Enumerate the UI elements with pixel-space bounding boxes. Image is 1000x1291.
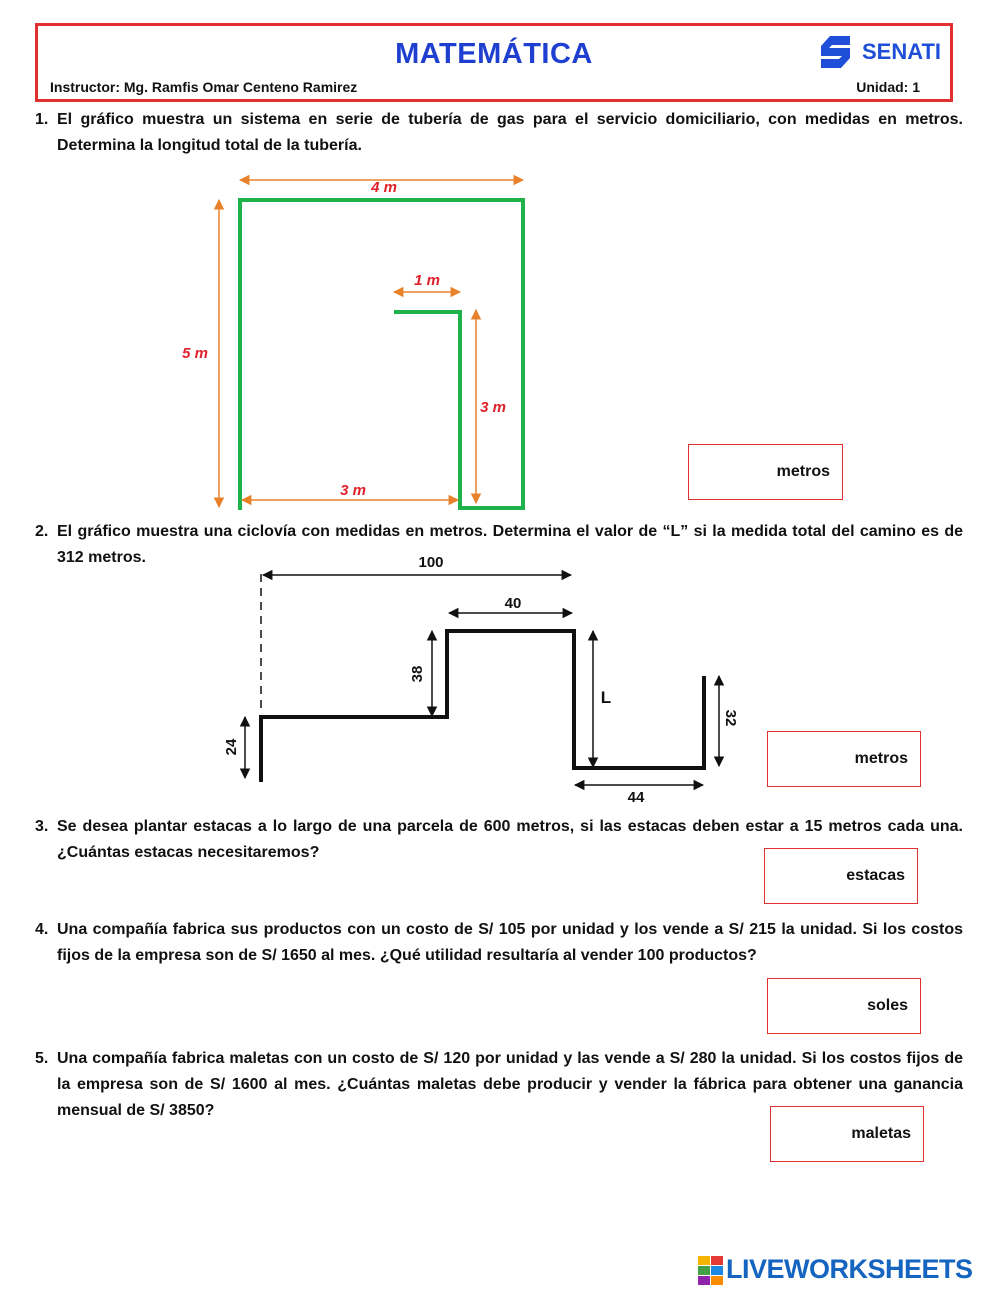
question-text: Una compañía fabrica sus productos con un costo de S/ 105 por unidad y los vende a S/ 215 la unidad. Si los costos fijos de la empresa son de S/ 1650 al mes. ¿Qué utilidad resultaría al vender 100 productos? — [57, 921, 963, 964]
gas-pipe-diagram — [0, 0, 1000, 520]
instructor-label: Instructor: Mg. Ramfis Omar Centeno Ramirez — [50, 79, 358, 95]
question-number: 1. — [35, 111, 49, 128]
answer-box-5[interactable] — [770, 1106, 924, 1162]
label-44: 44 — [627, 789, 645, 806]
answer-unit: maletas — [851, 1125, 911, 1142]
answer-box-1[interactable] — [688, 444, 843, 500]
page-title: MATEMÁTICA — [395, 38, 593, 70]
liveworksheets-text: LIVEWORKSHEETS — [726, 1254, 973, 1284]
senati-logo-text: SENATI — [862, 39, 942, 64]
question-number: 3. — [35, 818, 49, 835]
question-text: Una compañía fabrica maletas con un costo de S/ 120 por unidad y las vende a S/ 280 la unidad. Si los costos fijos de la empresa son de S/ 1600 al mes. ¿Cuántas maletas debe producir y vender la fábrica para obtener una ganancia mensual de S/ 3850? — [57, 1050, 963, 1119]
liveworksheets-icon — [698, 1256, 724, 1286]
question-text: Se desea plantar estacas a lo largo de una parcela de 600 metros, si las estacas deben estar a 15 metros cada una. ¿Cuántas estacas necesitaremos? — [57, 818, 963, 861]
question-text: El gráfico muestra un sistema en serie de tubería de gas para el servicio domiciliario, con medidas en metros. Determina la longitud total de la tubería. — [57, 111, 963, 154]
label-38: 38 — [409, 665, 426, 683]
question-number: 2. — [35, 523, 49, 540]
bike-path — [261, 631, 704, 782]
answer-unit: metros — [776, 463, 830, 480]
question-4 — [35, 917, 963, 969]
label-l: L — [600, 688, 612, 707]
answer-unit: estacas — [846, 867, 905, 884]
answer-box-2[interactable] — [767, 731, 921, 787]
label-40: 40 — [504, 595, 522, 612]
label-24: 24 — [223, 738, 240, 756]
answer-box-4[interactable] — [767, 978, 921, 1034]
liveworksheets-logo — [698, 1254, 993, 1288]
answer-box-3[interactable] — [764, 848, 918, 904]
label-5m: 5 m — [182, 345, 208, 362]
label-4m: 4 m — [371, 179, 397, 196]
label-32: 32 — [722, 709, 739, 727]
unit-label: Unidad: 1 — [856, 79, 920, 95]
gas-pipe — [240, 200, 523, 510]
label-3m-right: 3 m — [480, 399, 506, 416]
answer-unit: soles — [867, 997, 908, 1014]
question-text: El gráfico muestra una ciclovía con medidas en metros. Determina el valor de “L” si la medida total del camino es de 312 metros. — [57, 523, 963, 566]
label-1m: 1 m — [414, 272, 440, 289]
question-number: 4. — [35, 921, 49, 938]
answer-unit: metros — [854, 750, 908, 767]
label-100: 100 — [418, 554, 444, 571]
label-3m-bottom: 3 m — [340, 482, 366, 499]
question-number: 5. — [35, 1050, 49, 1067]
